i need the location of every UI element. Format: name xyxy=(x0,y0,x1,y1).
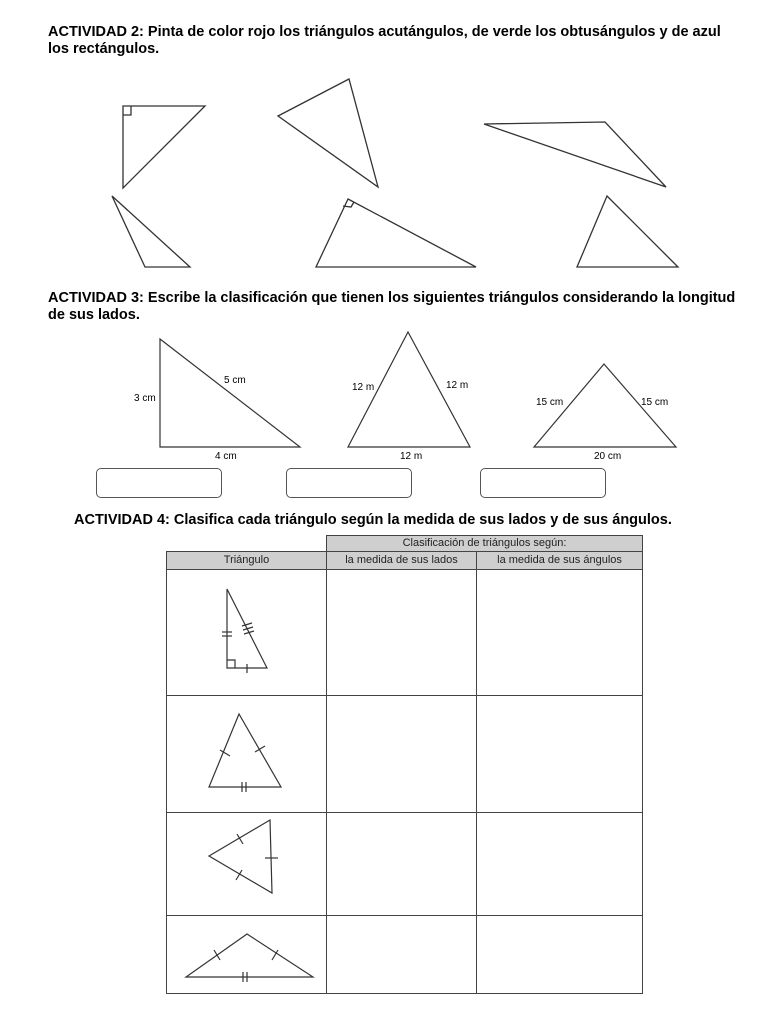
activity-4-title: ACTIVIDAD 4: Clasifica cada triángulo según la medida de sus lados y de sus ángulos. xyxy=(74,512,672,528)
answer-box-1[interactable] xyxy=(96,468,222,498)
side-label: 12 m xyxy=(352,382,375,393)
table-cell-triangle xyxy=(166,569,327,696)
side-label: 12 m xyxy=(446,380,469,391)
table-cell-sides[interactable] xyxy=(326,915,477,994)
side-label: 20 cm xyxy=(594,451,622,462)
triangle-scalene xyxy=(160,339,300,447)
table-group-header: Clasificación de triángulos según: xyxy=(326,535,643,552)
table-cell-sides[interactable] xyxy=(326,812,477,916)
table-cell-triangle xyxy=(166,812,327,916)
column-header-angles: la medida de sus ángulos xyxy=(476,551,643,570)
table-cell-sides[interactable] xyxy=(326,695,477,813)
side-label: 4 cm xyxy=(215,451,237,462)
activity-3-title: ACTIVIDAD 3: Escribe la clasificación que tienen los siguientes triángulos considerando la longitud de sus lados. xyxy=(48,290,736,323)
table-cell-angles[interactable] xyxy=(476,569,643,696)
table-cell-sides[interactable] xyxy=(326,569,477,696)
table-cell-triangle xyxy=(166,915,327,994)
side-label: 12 m xyxy=(400,451,423,462)
column-header-triangle: Triángulo xyxy=(166,551,327,570)
table-cell-angles[interactable] xyxy=(476,812,643,916)
answer-box-3[interactable] xyxy=(480,468,606,498)
side-label: 3 cm xyxy=(134,393,156,404)
table-cell-angles[interactable] xyxy=(476,915,643,994)
side-label: 5 cm xyxy=(224,375,246,386)
side-label: 15 cm xyxy=(536,397,564,408)
table-cell-triangle xyxy=(166,695,327,813)
side-label: 15 cm xyxy=(641,397,669,408)
column-header-sides: la medida de sus lados xyxy=(326,551,477,570)
activity-3-triangles xyxy=(0,0,768,470)
table-cell-angles[interactable] xyxy=(476,695,643,813)
activity-2-title: ACTIVIDAD 2: Pinta de color rojo los triángulos acutángulos, de verde los obtusángulos y de azul los rectángulos. xyxy=(48,24,721,57)
answer-box-2[interactable] xyxy=(286,468,412,498)
